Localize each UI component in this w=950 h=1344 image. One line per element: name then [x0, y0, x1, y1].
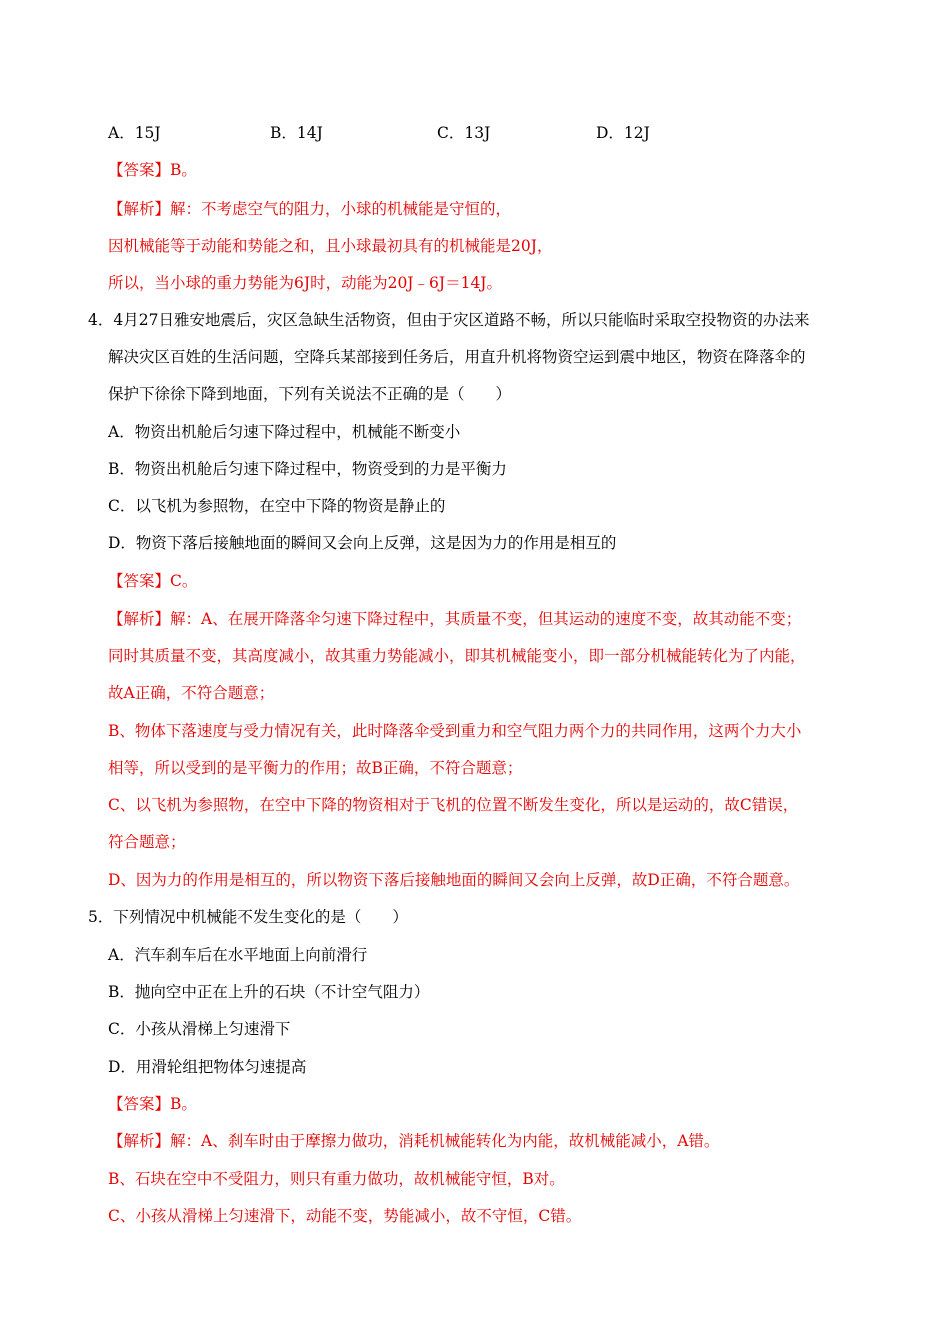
q4-option-c: C．以飞机为参照物，在空中下降的物资是静止的 [108, 497, 446, 515]
q5-option-d: D．用滑轮组把物体匀速提高 [108, 1058, 307, 1076]
q5-stem: 5．下列情况中机械能不发生变化的是（ ） [88, 908, 408, 926]
q4-stem-line: 4．4月27日雅安地震后，灾区急缺生活物资，但由于灾区道路不畅，所以只能临时采取空投物资的办法来 [88, 311, 810, 329]
q5-option-c: C．小孩从滑梯上匀速滑下 [108, 1020, 291, 1038]
q3-analysis-line: 因机械能等于动能和势能之和，且小球最初具有的机械能是20J， [108, 237, 553, 255]
q4-analysis-line: 同时其质量不变，其高度减小，故其重力势能减小，即其机械能变小，即一部分机械能转化为了内能， [108, 647, 806, 665]
q4-analysis-line: 【解析】解：A、在展开降落伞匀速下降过程中，其质量不变，但其运动的速度不变，故其动能不变； [108, 610, 802, 628]
q3-option-d: D．12J [596, 124, 650, 142]
q3-analysis-line: 【解析】解：不考虑空气的阻力，小球的机械能是守恒的， [108, 200, 512, 218]
q4-analysis-line: 故A正确，不符合题意； [108, 684, 275, 702]
q5-option-a: A．汽车刹车后在水平地面上向前滑行 [108, 946, 368, 964]
q3-answer: 【答案】B。 [108, 161, 197, 179]
q3-option-a: A．15J [108, 124, 161, 142]
q5-analysis-line: B、石块在空中不受阻力，则只有重力做功，故机械能守恒，B对。 [108, 1170, 565, 1188]
q5-analysis-line: C、小孩从滑梯上匀速滑下，动能不变，势能减小，故不守恒，C错。 [108, 1207, 582, 1225]
q4-analysis-line: B、物体下落速度与受力情况有关，此时降落伞受到重力和空气阻力两个力的共同作用，这两个力大小 [108, 722, 802, 740]
q4-analysis-line: 符合题意； [108, 833, 186, 851]
q4-analysis-line: D、因为力的作用是相互的，所以物资下落后接触地面的瞬间又会向上反弹，故D正确，不符合题意。 [108, 871, 800, 889]
q3-options [108, 123, 808, 143]
q4-answer: 【答案】C。 [108, 572, 198, 590]
q3-option-b: B．14J [270, 124, 323, 142]
q5-answer: 【答案】B。 [108, 1095, 197, 1113]
q4-analysis-line: 相等，所以受到的是平衡力的作用；故B正确，不符合题意； [108, 759, 523, 777]
q4-option-b: B．物资出机舱后匀速下降过程中，物资受到的力是平衡力 [108, 460, 507, 478]
q5-option-b: B．抛向空中正在上升的石块（不计空气阻力） [108, 983, 430, 1001]
q4-option-a: A．物资出机舱后匀速下降过程中，机械能不断变小 [108, 423, 461, 441]
q3-analysis-line: 所以，当小球的重力势能为6J时，动能为20J﹣6J＝14J。 [108, 274, 503, 292]
q3-option-c: C．13J [437, 124, 491, 142]
q4-option-d: D．物资下落后接触地面的瞬间又会向上反弹，这是因为力的作用是相互的 [108, 534, 617, 552]
q4-analysis-line: C、以飞机为参照物，在空中下降的物资相对于飞机的位置不断发生变化，所以是运动的，故C错误， [108, 796, 799, 814]
q5-analysis-line: 【解析】解：A、刹车时由于摩擦力做功，消耗机械能转化为内能，故机械能减小，A错。 [108, 1132, 720, 1150]
q4-stem-line: 解决灾区百姓的生活问题，空降兵某部接到任务后，用直升机将物资空运到震中地区，物资在降落伞的 [108, 348, 806, 366]
q4-stem-line: 保护下徐徐下降到地面，下列有关说法不正确的是（ ） [108, 385, 512, 403]
